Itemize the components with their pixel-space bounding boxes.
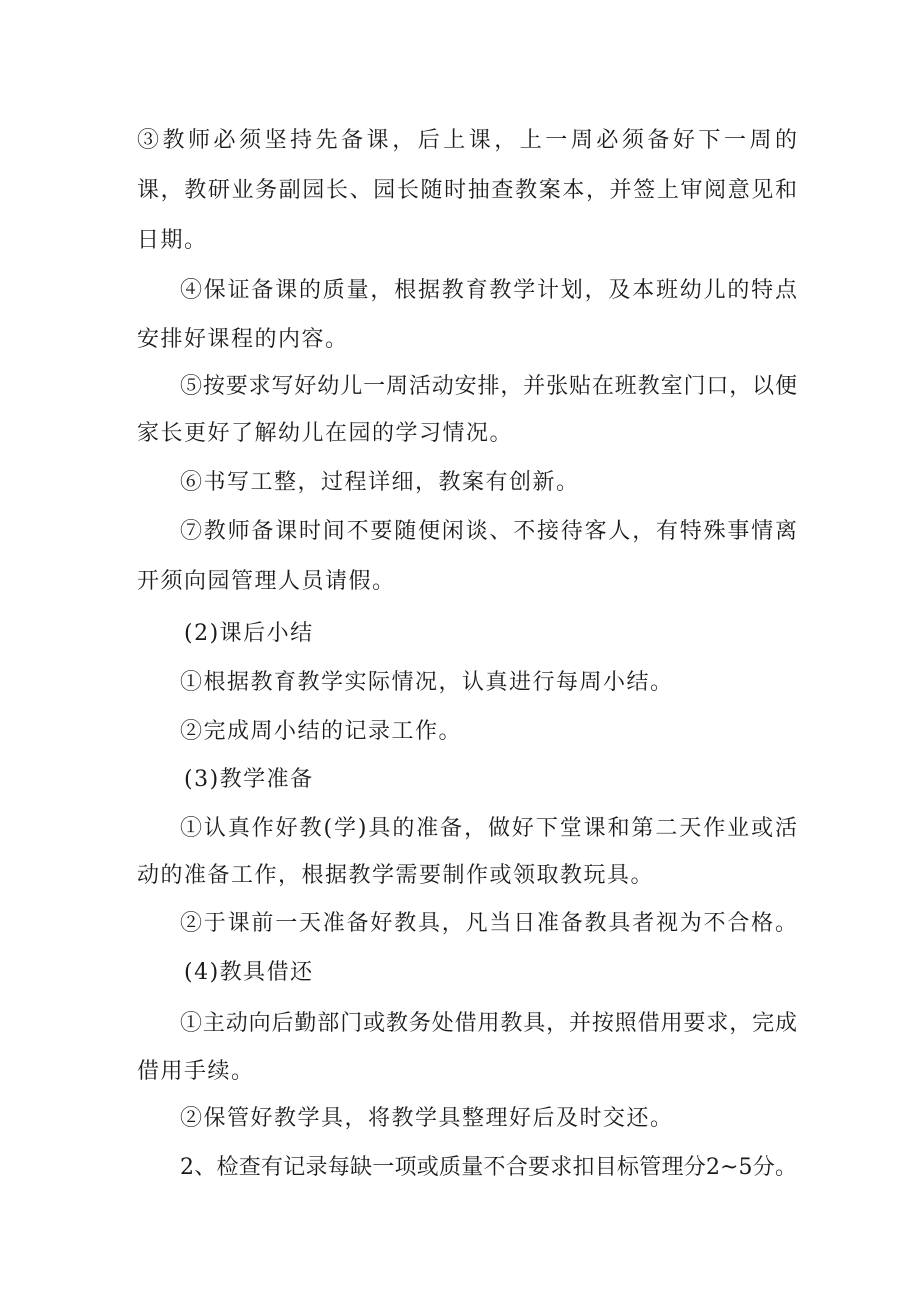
paragraph-line: 开须向园管理人员请假。 bbox=[137, 569, 396, 594]
paragraph-line: ⑦教师备课时间不要随便闲谈、不接待客人，有特殊事情离 bbox=[180, 519, 797, 544]
paragraph-line: 课，教研业务副园长、园长随时抽查教案本，并签上审阅意见和 bbox=[137, 178, 797, 203]
paragraph-line: 借用手续。 bbox=[137, 1059, 255, 1084]
section-heading: (4)教具借还 bbox=[184, 960, 314, 985]
paragraph-line: ⑤按要求写好幼儿一周活动安排，并张贴在班教室门口，以便 bbox=[180, 374, 797, 399]
paragraph-line: ③教师必须坚持先备课，后上课，上一周必须备好下一周的 bbox=[137, 128, 797, 153]
paragraph-line: ①认真作好教(学)具的准备，做好下堂课和第二天作业或活 bbox=[180, 816, 797, 841]
section-heading: (2)课后小结 bbox=[184, 621, 314, 646]
paragraph-line: ⑥书写工整，过程详细，教案有创新。 bbox=[180, 470, 580, 495]
paragraph-line: 日期。 bbox=[137, 228, 208, 253]
paragraph-line: ①根据教育教学实际情况，认真进行每周小结。 bbox=[180, 670, 674, 695]
paragraph-line: ②保管好教学具，将教学具整理好后及时交还。 bbox=[180, 1106, 674, 1131]
paragraph-line: ②于课前一天准备好教具，凡当日准备教具者视为不合格。 bbox=[180, 911, 797, 936]
paragraph-line: 动的准备工作，根据教学需要制作或领取教玩具。 bbox=[137, 863, 655, 888]
paragraph-line: ④保证备课的质量，根据教育教学计划，及本班幼儿的特点 bbox=[180, 278, 797, 303]
paragraph-line: 家长更好了解幼儿在园的学习情况。 bbox=[137, 421, 514, 446]
paragraph-line: ②完成周小结的记录工作。 bbox=[180, 719, 463, 744]
paragraph-line: 2、检查有记录每缺一项或质量不合要求扣目标管理分2~5分。 bbox=[180, 1155, 797, 1180]
paragraph-line: ①主动向后勤部门或教务处借用教具，并按照借用要求，完成 bbox=[180, 1011, 797, 1036]
section-heading: (3)教学准备 bbox=[184, 767, 314, 792]
paragraph-line: 安排好课程的内容。 bbox=[137, 327, 349, 352]
